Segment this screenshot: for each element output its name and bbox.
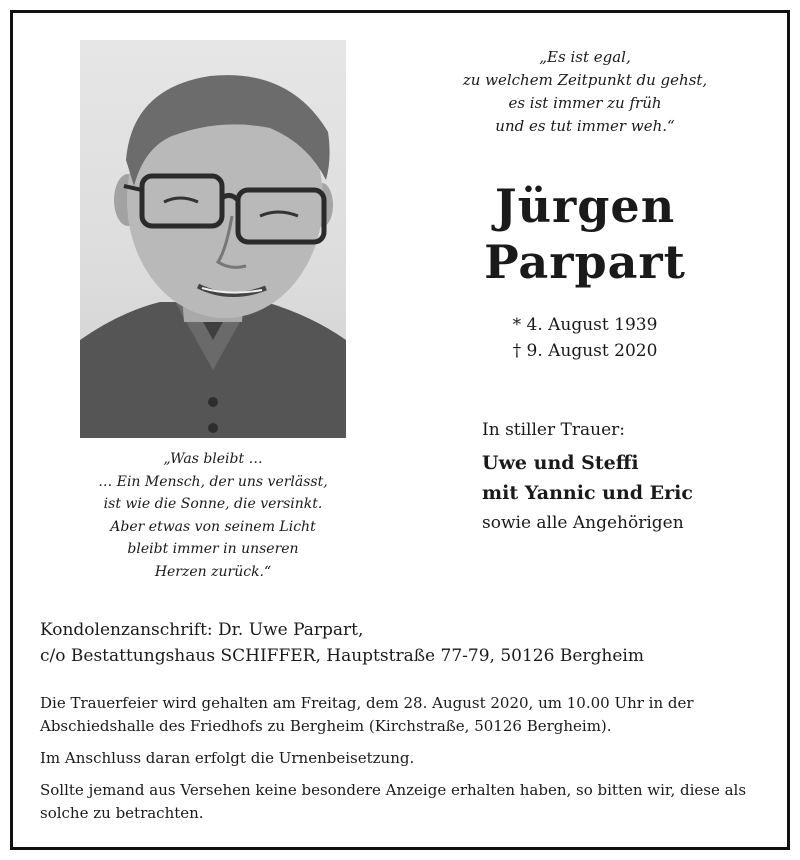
- top-quote-line: es ist immer zu früh: [508, 94, 662, 112]
- deceased-name: [440, 178, 730, 290]
- photo-quote-line: ist wie die Sonne, die versinkt.: [103, 496, 323, 512]
- mourners-block: [482, 418, 782, 536]
- mourning-intro: In stiller Trauer:: [482, 420, 625, 440]
- birth-date: * 4. August 1939: [512, 315, 658, 335]
- top-quote-line: und es tut immer weh.“: [495, 117, 675, 135]
- top-quote-line: „Es ist egal,: [539, 48, 631, 66]
- ceremony-note: Die Trauerfeier wird gehalten am Freitag, dem 28. August 2020, um 10.00 Uhr in der Abschiedshalle des Friedhofs zu Bergheim (Kirchstraße, 50126 Bergheim).: [40, 694, 694, 735]
- photo-quote: [80, 448, 346, 583]
- photo-quote-line: … Ein Mensch, der uns verlässt,: [98, 473, 328, 490]
- photo-quote-line: bleibt immer in unseren: [127, 541, 299, 557]
- top-quote-line: zu welchem Zeitpunkt du gehst,: [462, 71, 708, 89]
- mourners-family-line: Uwe und Steffi: [482, 452, 639, 474]
- condolence-address: [40, 617, 760, 669]
- death-date: † 9. August 2020: [512, 341, 658, 361]
- portrait-photo: [80, 40, 346, 438]
- notice-note: Sollte jemand aus Versehen keine besondere Anzeige erhalten haben, so bitten wir, diese als solche zu betrachten.: [40, 781, 747, 822]
- photo-quote-line: Herzen zurück.“: [154, 563, 272, 580]
- address-line: Kondolenzanschrift: Dr. Uwe Parpart,: [40, 620, 364, 640]
- last-name: Parpart: [484, 235, 686, 289]
- first-name: Jürgen: [494, 179, 676, 233]
- photo-quote-line: Aber etwas von seinem Licht: [110, 518, 316, 535]
- mourners-family-line: mit Yannic und Eric: [482, 482, 693, 504]
- funeral-notes: [40, 692, 770, 834]
- life-dates: [440, 312, 730, 364]
- photo-quote-line: „Was bleibt …: [163, 451, 263, 467]
- urn-note: Im Anschluss daran erfolgt die Urnenbeisetzung.: [40, 749, 415, 767]
- mourners-relatives: sowie alle Angehörigen: [482, 513, 684, 533]
- address-line: c/o Bestattungshaus SCHIFFER, Hauptstraße 77-79, 50126 Bergheim: [40, 646, 644, 666]
- top-quote: [440, 46, 730, 138]
